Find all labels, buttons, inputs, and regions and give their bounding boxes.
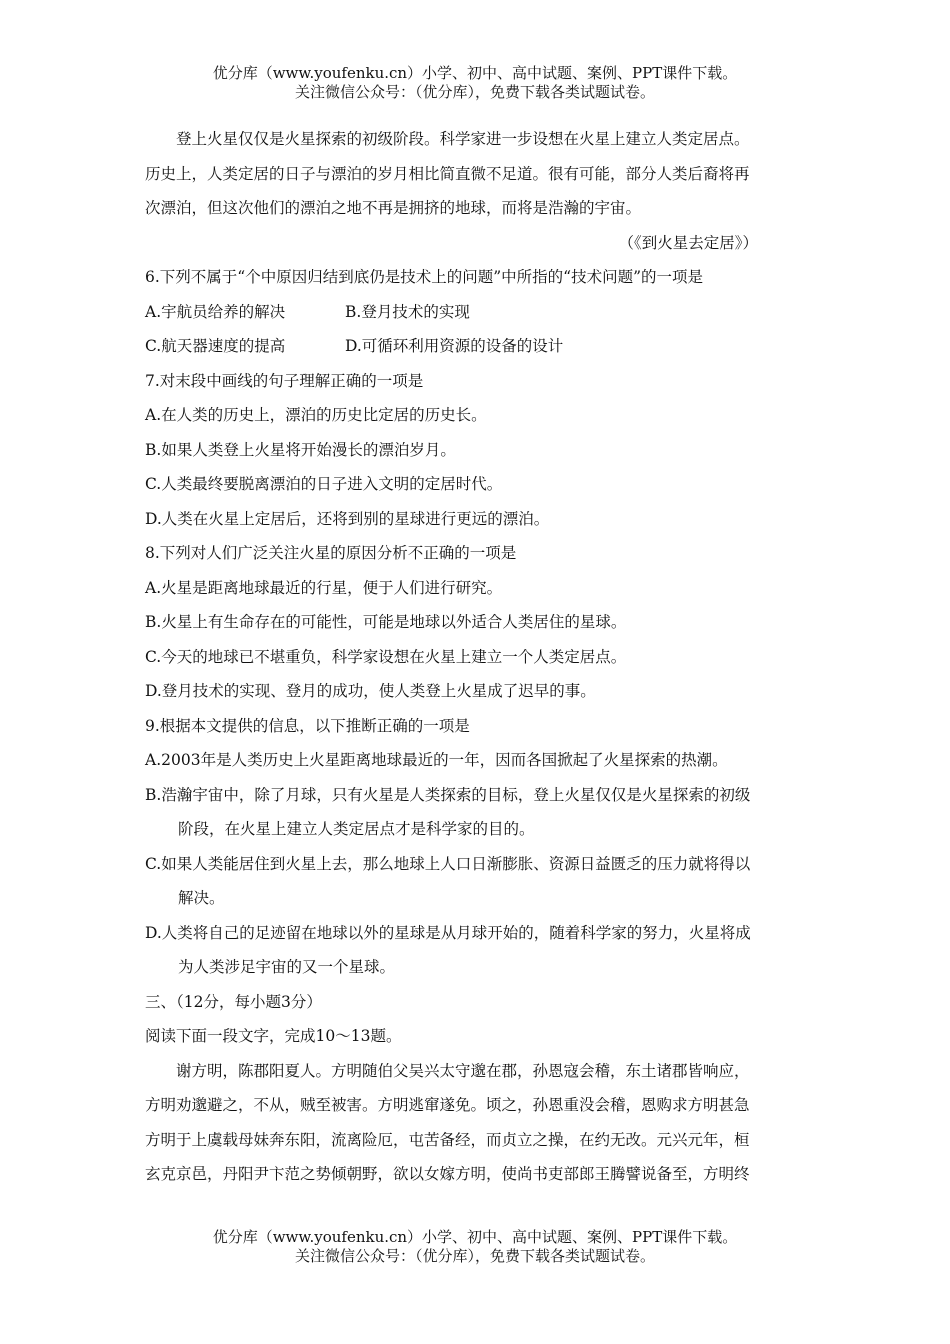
footer-line-1: 优分库（www.youfenku.cn）小学、初中、高中试题、案例、PPT课件下载。 [212, 1228, 738, 1246]
question-7-option-a: A.在人类的历史上，漂泊的历史比定居的历史长。 [145, 406, 487, 424]
footer-line-2: 关注微信公众号：（优分库），免费下载各类试题试卷。 [294, 1247, 655, 1265]
question-9-option-b: B.浩瀚宇宙中，除了月球，只有火星是人类探索的目标，登上火星仅仅是火星探索的初级 [145, 785, 751, 804]
question-6-option-c: C.航天器速度的提高 [145, 337, 286, 355]
question-8-option-d: D.登月技术的实现、登月的成功，使人类登上火星成了迟早的事。 [145, 682, 596, 700]
classical-text-line: 方明劝邈避之，不从，贼至被害。方明逃窜遂免。顷之，孙恩重没会稽，恩购求方明甚急 [145, 1096, 750, 1114]
question-6-options-row-2 [145, 329, 810, 364]
question-7-option-c: C.人类最终要脱离漂泊的日子进入文明的定居时代。 [145, 475, 503, 493]
classical-text-line: 谢方明，陈郡阳夏人。方明随伯父吴兴太守邈在郡，孙恩寇会稽，东土诸郡皆响应， [176, 1061, 750, 1080]
section-3-title: 三、（12分，每小题3分） [145, 992, 322, 1011]
question-6-option-b: B.登月技术的实现 [345, 302, 470, 321]
question-7-stem: 7.对末段中画线的句子理解正确的一项是 [145, 371, 424, 390]
passage-line: 登上火星仅仅是火星探索的初级阶段。科学家进一步设想在火星上建立人类定居点。 [176, 130, 750, 148]
question-8-option-b: B.火星上有生命存在的可能性，可能是地球以外适合人类居住的星球。 [145, 613, 627, 631]
question-6-option-a: A.宇航员给养的解决 [145, 302, 286, 321]
question-7-option-b: B.如果人类登上火星将开始漫长的漂泊岁月。 [145, 440, 456, 459]
question-9-option-c: C.如果人类能居住到火星上去，那么地球上人口日渐膨胀、资源日益匮乏的压力就将得以 [145, 854, 751, 873]
passage-source: （《到火星去定居》） [618, 233, 758, 252]
question-6-option-d: D.可循环利用资源的设备的设计 [345, 337, 564, 355]
question-9-option-d: D.人类将自己的足迹留在地球以外的星球是从月球开始的，随着科学家的努力，火星将成 [145, 923, 751, 942]
page-header [0, 64, 950, 102]
question-6-options-row-1 [145, 295, 810, 330]
question-7-option-d: D.人类在火星上定居后，还将到别的星球进行更远的漂泊。 [145, 509, 550, 528]
passage-line: 次漂泊，但这次他们的漂泊之地不再是拥挤的地球，而将是浩瀚的宇宙。 [145, 199, 642, 217]
question-8-option-c: C.今天的地球已不堪重负，科学家设想在火星上建立一个人类定居点。 [145, 647, 627, 666]
question-8-stem: 8.下列对人们广泛关注火星的原因分析不正确的一项是 [145, 544, 517, 562]
section-3-instruction: 阅读下面一段文字，完成10～13题。 [145, 1027, 402, 1045]
header-line-1: 优分库（www.youfenku.cn）小学、初中、高中试题、案例、PPT课件下载。 [212, 64, 738, 82]
document-body [145, 122, 810, 1192]
question-9-option-a: A.2003年是人类历史上火星距离地球最近的一年，因而各国掀起了火星探索的热潮。 [145, 751, 728, 769]
passage-line: 历史上，人类定居的日子与漂泊的岁月相比简直微不足道。很有可能，部分人类后裔将再 [145, 164, 750, 183]
question-8-option-a: A.火星是距离地球最近的行星，便于人们进行研究。 [145, 578, 503, 597]
page-footer [0, 1228, 950, 1266]
question-9-option-c-cont: 解决。 [178, 889, 225, 907]
classical-text-line: 玄克京邑，丹阳尹卞范之势倾朝野，欲以女嫁方明，使尚书吏部郎王腾譬说备至，方明终 [145, 1165, 750, 1183]
classical-text-line: 方明于上虞载母妹奔东阳，流离险厄，屯苦备经，而贞立之操，在约无改。元兴元年，桓 [145, 1130, 750, 1149]
question-6-stem: 6.下列不属于“个中原因归结到底仍是技术上的问题”中所指的“技术问题”的一项是 [145, 268, 703, 286]
header-line-2: 关注微信公众号：（优分库），免费下载各类试题试卷。 [294, 83, 655, 101]
question-9-stem: 9.根据本文提供的信息，以下推断正确的一项是 [145, 716, 470, 735]
question-9-option-b-cont: 阶段，在火星上建立人类定居点才是科学家的目的。 [178, 820, 535, 838]
question-9-option-d-cont: 为人类涉足宇宙的又一个星球。 [178, 958, 396, 976]
